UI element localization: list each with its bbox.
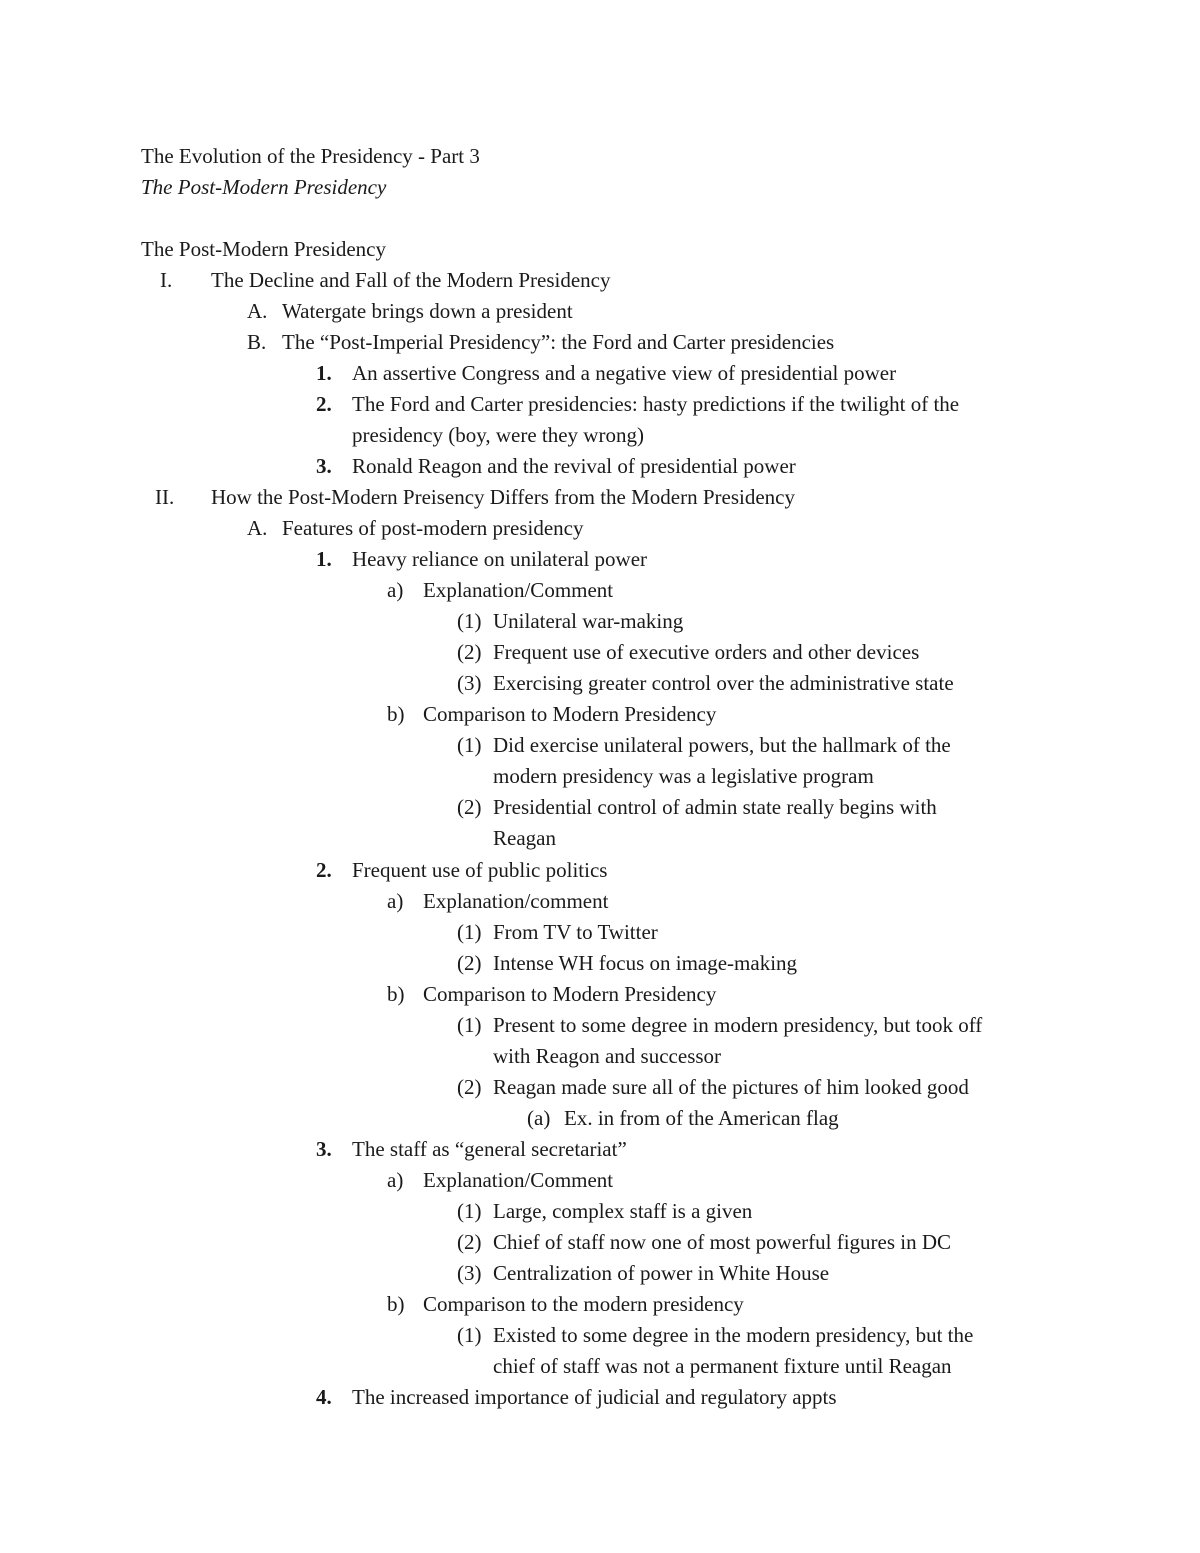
- outline-text: Ex. in from of the American flag: [564, 1106, 839, 1130]
- outline-marker: 2.: [316, 858, 332, 882]
- outline-text: Large, complex staff is a given: [493, 1199, 753, 1223]
- outline-text: The Ford and Carter presidencies: hasty predictions if the twilight of the: [352, 392, 960, 416]
- outline-text: Heavy reliance on unilateral power: [352, 547, 648, 571]
- outline-marker: (1): [457, 1013, 482, 1037]
- document-title-text: The Evolution of the Presidency - Part 3: [141, 144, 480, 168]
- outline-text: Centralization of power in White House: [493, 1261, 830, 1285]
- outline-text: The staff as “general secretariat”: [352, 1137, 627, 1161]
- outline-marker: (2): [457, 1230, 482, 1254]
- outline-text: Presidential control of admin state really begins with: [493, 795, 937, 819]
- outline-text: The “Post-Imperial Presidency”: the Ford and Carter presidencies: [282, 330, 835, 354]
- outline-marker: (3): [457, 671, 482, 695]
- outline-marker: (1): [457, 609, 482, 633]
- outline-text: Unilateral war-making: [493, 609, 684, 633]
- outline-text: Ronald Reagon and the revival of presidential power: [352, 454, 796, 478]
- outline-marker: (1): [457, 1323, 482, 1347]
- outline-marker: 3.: [316, 1137, 332, 1161]
- outline-marker: 1.: [316, 361, 332, 385]
- outline-marker: 4.: [316, 1385, 332, 1409]
- outline-text: Frequent use of public politics: [352, 858, 608, 882]
- outline-text: presidency (boy, were they wrong): [352, 423, 644, 447]
- outline-text: From TV to Twitter: [493, 920, 658, 944]
- outline-marker: (1): [457, 920, 482, 944]
- outline-text: with Reagon and successor: [493, 1044, 722, 1068]
- outline-marker: B.: [247, 330, 267, 354]
- outline-marker: (2): [457, 640, 482, 664]
- outline-marker: b): [387, 982, 405, 1006]
- outline-text: Comparison to Modern Presidency: [423, 702, 717, 726]
- outline-marker: b): [387, 1292, 405, 1316]
- outline-marker: (a): [527, 1106, 551, 1130]
- outline-marker: 2.: [316, 392, 332, 416]
- outline-marker: A.: [247, 299, 268, 323]
- outline-text: The Post-Modern Presidency: [141, 237, 386, 261]
- outline-marker: a): [387, 1168, 404, 1192]
- outline-text: Explanation/Comment: [423, 578, 614, 602]
- outline-text: An assertive Congress and a negative view of presidential power: [352, 361, 897, 385]
- outline-text: chief of staff was not a permanent fixture until Reagan: [493, 1354, 952, 1378]
- outline-marker: (2): [457, 951, 482, 975]
- outline-text: Reagan made sure all of the pictures of him looked good: [493, 1075, 969, 1099]
- outline-marker: 1.: [316, 547, 332, 571]
- outline-text: Comparison to Modern Presidency: [423, 982, 717, 1006]
- outline-text: Did exercise unilateral powers, but the hallmark of the: [493, 733, 951, 757]
- outline-text: How the Post-Modern Preisency Differs from the Modern Presidency: [211, 485, 795, 509]
- outline-text: The increased importance of judicial and regulatory appts: [352, 1385, 837, 1409]
- outline-marker: 3.: [316, 454, 332, 478]
- outline-marker: (2): [457, 795, 482, 819]
- outline-text: Features of post-modern presidency: [282, 516, 584, 540]
- outline-text: Intense WH focus on image-making: [493, 951, 798, 975]
- outline-text: Reagan: [493, 826, 556, 850]
- outline-text: Explanation/Comment: [423, 1168, 614, 1192]
- outline-marker: A.: [247, 516, 268, 540]
- outline-marker: II.: [155, 485, 175, 509]
- outline-marker: a): [387, 889, 404, 913]
- outline-text: Present to some degree in modern presidency, but took off: [493, 1013, 983, 1037]
- outline-marker: I.: [160, 268, 173, 292]
- outline-marker: a): [387, 578, 404, 602]
- outline-text: The Decline and Fall of the Modern Presidency: [211, 268, 611, 292]
- document-subtitle-text: The Post-Modern Presidency: [141, 175, 387, 199]
- outline-text: Frequent use of executive orders and other devices: [493, 640, 920, 664]
- outline-text: modern presidency was a legislative program: [493, 764, 874, 788]
- outline-marker: (2): [457, 1075, 482, 1099]
- outline-text: Existed to some degree in the modern presidency, but the: [493, 1323, 974, 1347]
- outline-marker: (1): [457, 733, 482, 757]
- outline-text: Watergate brings down a president: [282, 299, 573, 323]
- outline-marker: (1): [457, 1199, 482, 1223]
- outline-marker: b): [387, 702, 405, 726]
- outline-text: Explanation/comment: [423, 889, 609, 913]
- outline-text: Chief of staff now one of most powerful figures in DC: [493, 1230, 952, 1254]
- outline-text: Comparison to the modern presidency: [423, 1292, 744, 1316]
- outline-marker: (3): [457, 1261, 482, 1285]
- outline-text: Exercising greater control over the administrative state: [493, 671, 954, 695]
